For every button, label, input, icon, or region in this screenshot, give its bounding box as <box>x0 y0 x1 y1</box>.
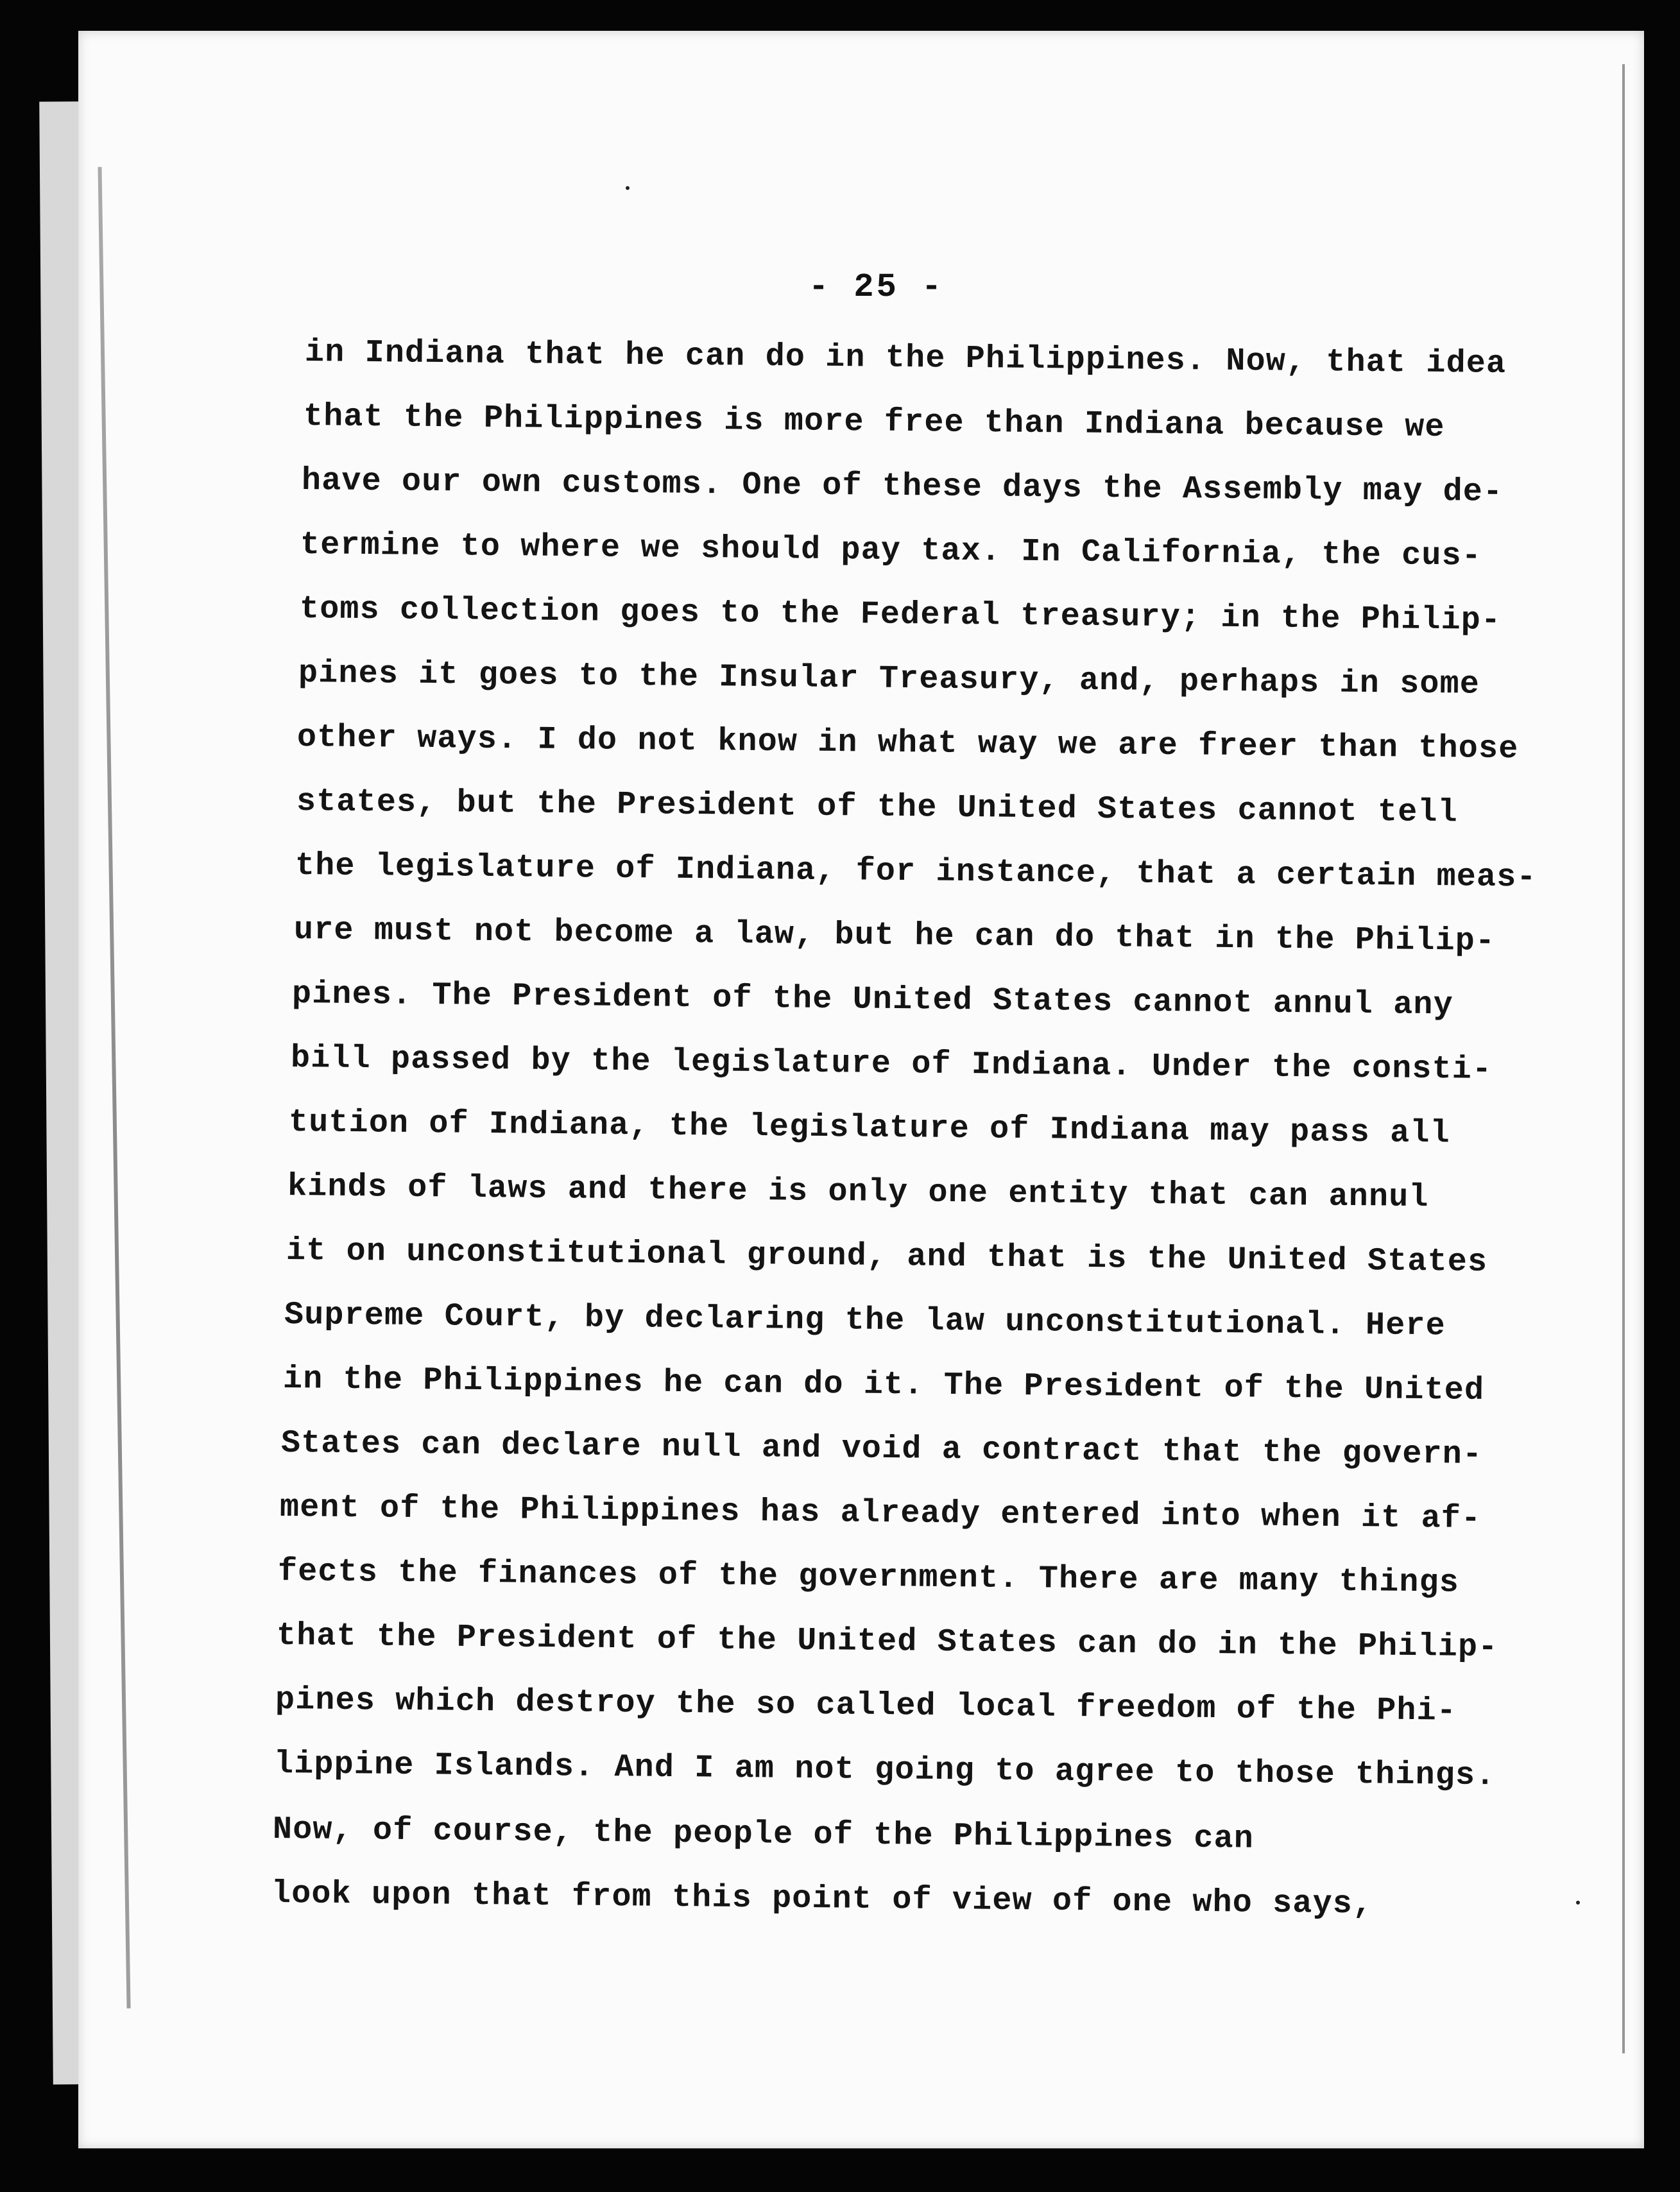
text-line: ure must not become a law, but he can do that in the Philip- <box>293 912 1496 960</box>
text-line: look upon that from this point of view of one who says, <box>271 1876 1373 1923</box>
text-line: pines it goes to the Insular Treasury, and, perhaps in some <box>298 655 1480 703</box>
text-line: states, but the President of the United States cannot tell <box>296 783 1459 832</box>
page-number: - 25 - <box>809 268 945 306</box>
text-line: tution of Indiana, the legislature of Indiana may pass all <box>288 1104 1451 1152</box>
text-line: in the Philippines he can do it. The President of the United <box>282 1361 1485 1409</box>
text-line: pines which destroy the so called local freedom of the Phi- <box>275 1682 1457 1730</box>
text-line: lippine Islands. And I am not going to agree to those things. <box>273 1746 1496 1795</box>
text-line: pines. The President of the United States cannot annul any <box>291 976 1454 1024</box>
text-line: Supreme Court, by declaring the law unconstitutional. Here <box>284 1297 1446 1345</box>
text-line: have our own customs. One of these days the Assembly may de- <box>301 463 1504 511</box>
text-line: fects the finances of the government. There are many things <box>277 1554 1460 1602</box>
text-line: ment of the Philippines has already entered into when it af- <box>279 1489 1482 1537</box>
text-line: toms collection goes to the Federal treasury; in the Philip- <box>299 591 1502 639</box>
text-line: termine to where we should pay tax. In California, the cus- <box>300 527 1482 575</box>
text-line: other ways. I do not know in what way we are freer than those <box>296 719 1519 768</box>
text-line: that the President of the United States can do in the Philip- <box>276 1618 1498 1666</box>
text-line: the legislature of Indiana, for instance, that a certain meas- <box>295 848 1537 896</box>
text-line: States can declare null and void a contract that the govern- <box>280 1425 1483 1473</box>
text-line: it on unconstitutional ground, and that is the United States <box>286 1233 1488 1281</box>
text-line: in Indiana that he can do in the Philippines. Now, that idea <box>304 334 1507 382</box>
text-line: bill passed by the legislature of Indiana. Under the consti- <box>290 1040 1493 1088</box>
text-line: kinds of laws and there is only one entity that can annul <box>287 1169 1429 1217</box>
text-line: Now, of course, the people of the Philippines can <box>272 1811 1255 1858</box>
text-line: that the Philippines is more free than Indiana because we <box>303 398 1445 447</box>
